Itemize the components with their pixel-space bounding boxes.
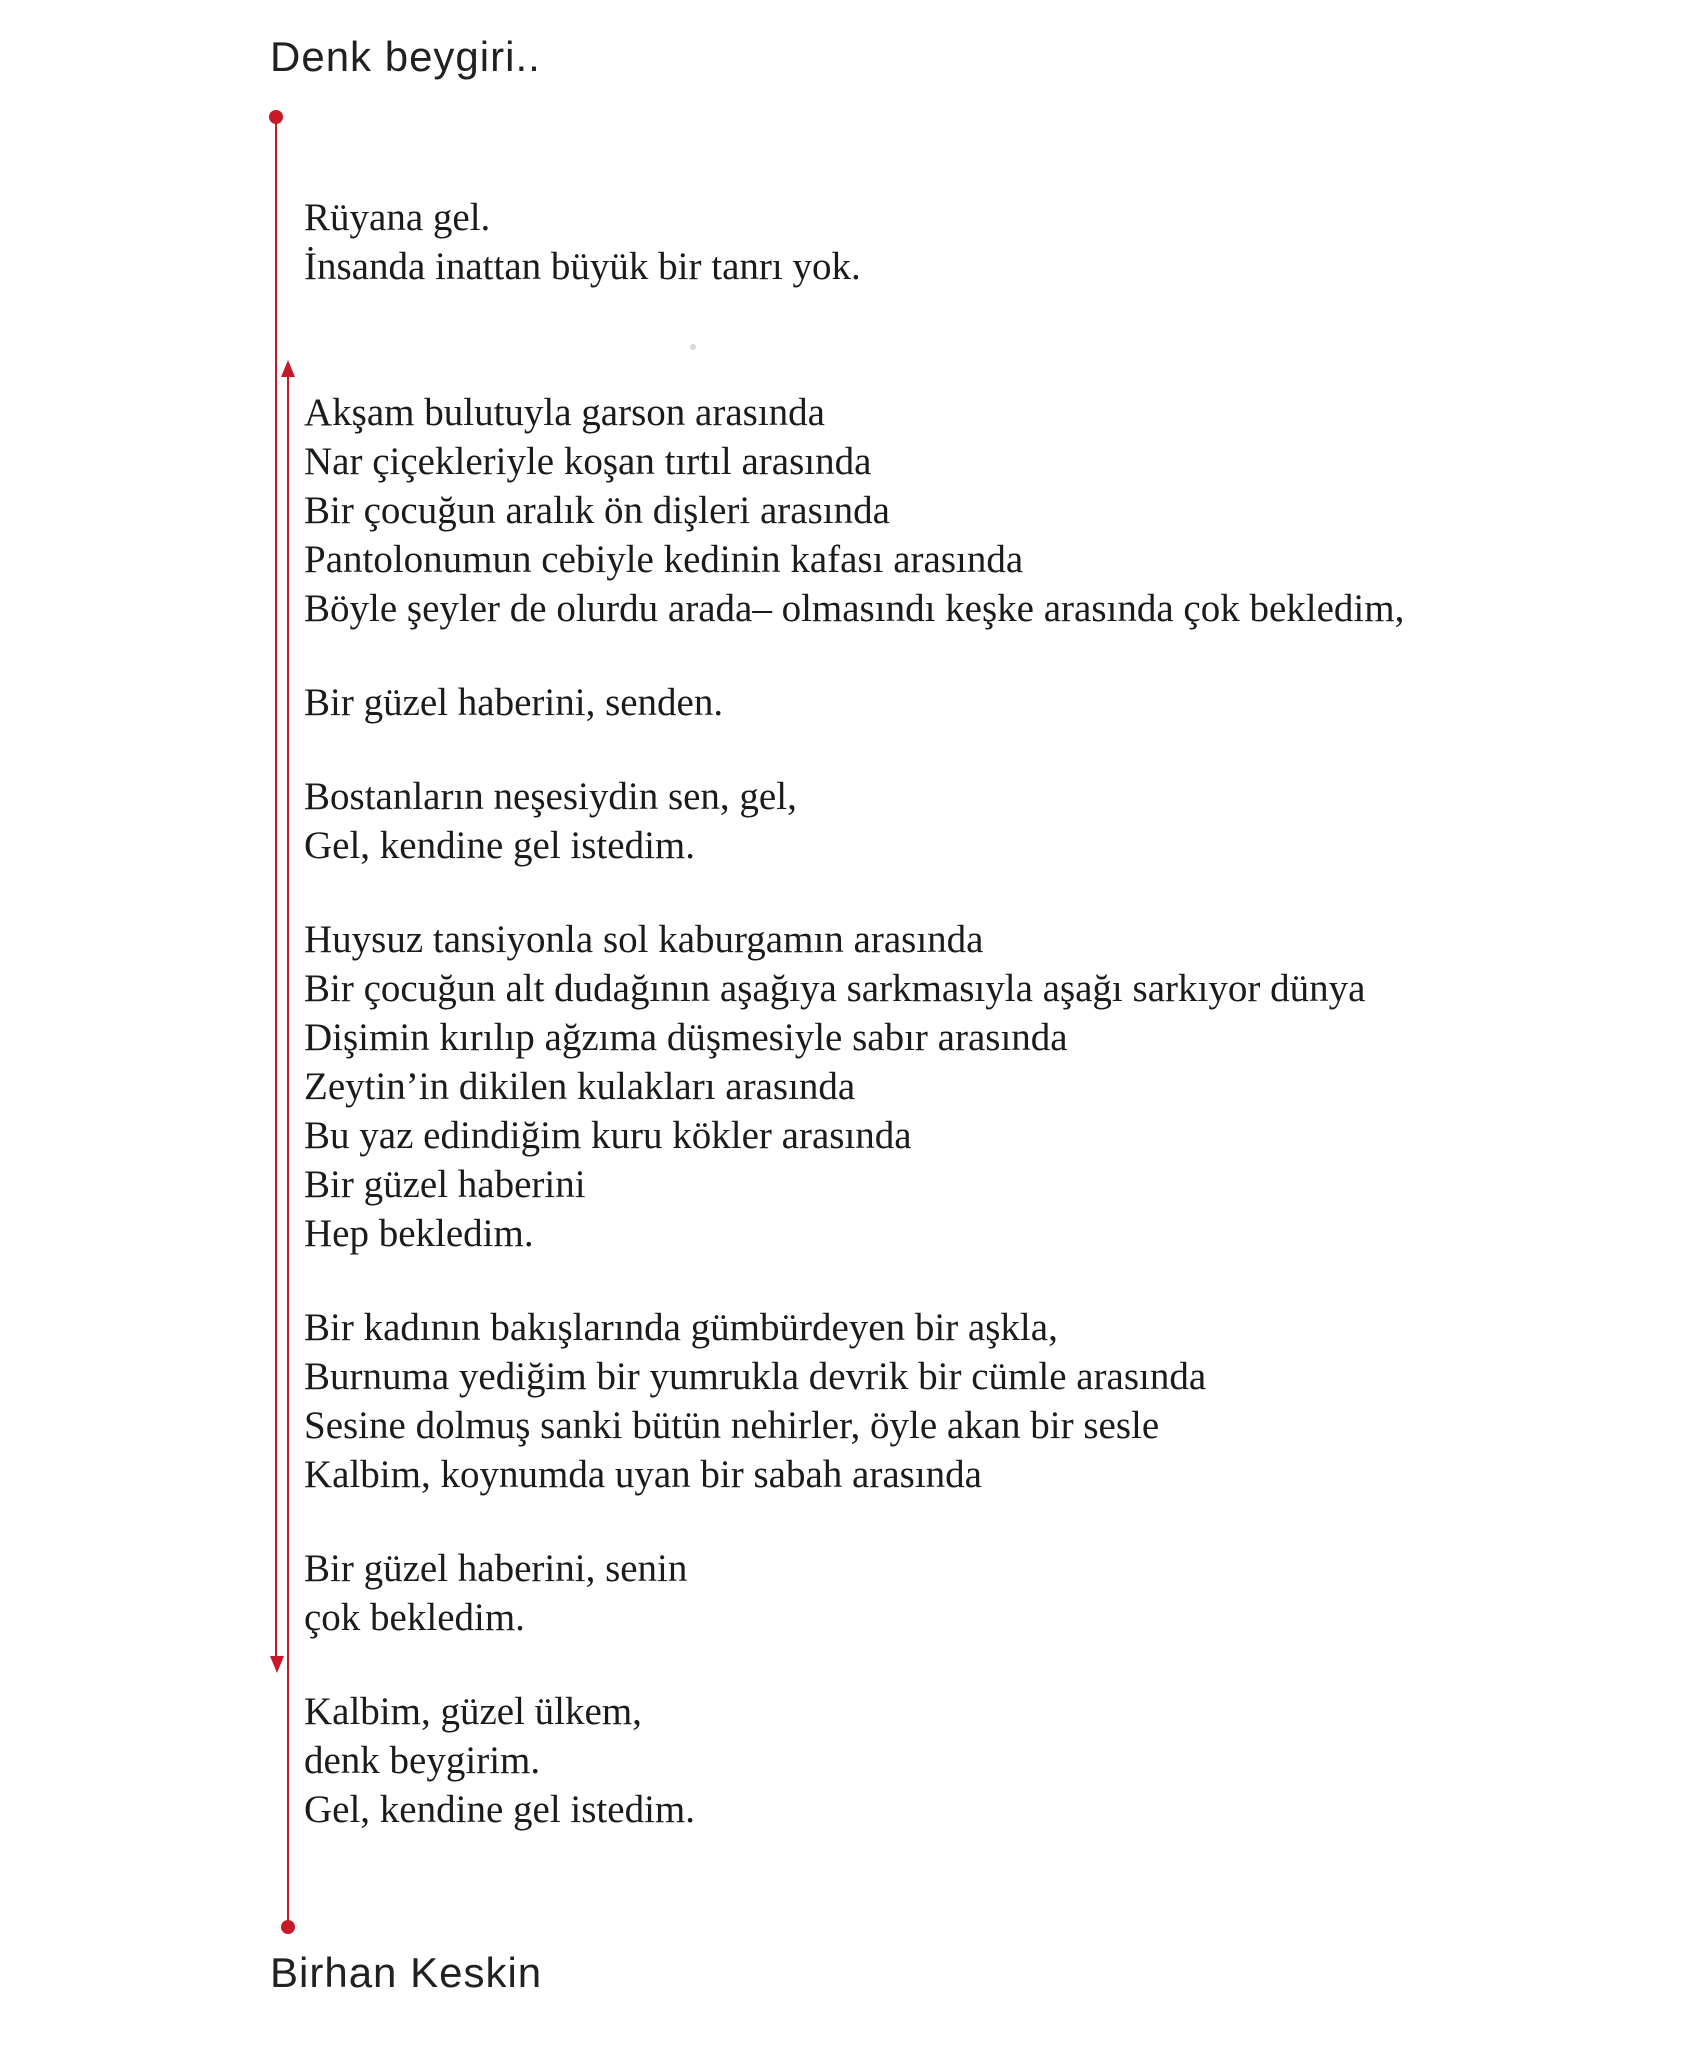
poem-line: Akşam bulutuyla garson arasında	[304, 391, 825, 434]
poem-line: İnsanda inattan büyük bir tanrı yok.	[304, 245, 861, 288]
poem-line: Rüyana gel.	[304, 196, 491, 239]
poem-body	[304, 193, 1404, 1834]
poem-line: Böyle şeyler de olurdu arada– olmasındı keşke arasında çok bekledim,	[304, 587, 1405, 630]
stanza	[304, 1687, 1404, 1834]
poem-line: Bir çocuğun aralık ön dişleri arasında	[304, 489, 890, 532]
stanza	[304, 193, 1404, 291]
author-name: Birhan Keskin	[270, 1949, 543, 1996]
poem-line: Bu yaz edindiğim kuru kökler arasında	[304, 1114, 912, 1157]
poem-line: Pantolonumun cebiyle kedinin kafası arasında	[304, 538, 1024, 581]
poem-line: çok bekledim.	[304, 1596, 525, 1639]
stanza	[304, 1303, 1404, 1499]
poem-line: Nar çiçekleriyle koşan tırtıl arasında	[304, 440, 872, 483]
poem-line: Gel, kendine gel istedim.	[304, 824, 695, 867]
stanza	[304, 772, 1404, 870]
poem-line: Hep bekledim.	[304, 1212, 534, 1255]
poem-line: Burnuma yediğim bir yumrukla devrik bir cümle arasında	[304, 1355, 1207, 1398]
poem-line: Kalbim, güzel ülkem,	[304, 1690, 642, 1733]
stanza	[304, 678, 1404, 727]
poem-line: Bir güzel haberini	[304, 1163, 586, 1206]
stanza	[304, 915, 1404, 1258]
stanza	[304, 388, 1404, 633]
poem-line: denk beygirim.	[304, 1739, 541, 1782]
poem-line: Kalbim, koynumda uyan bir sabah arasında	[304, 1453, 982, 1496]
poem-line: Huysuz tansiyonla sol kaburgamın arasında	[304, 918, 984, 961]
arrow-down-icon	[270, 1656, 284, 1673]
poem-line: Bir güzel haberini, senden.	[304, 681, 724, 724]
poem-line: Bostanların neşesiydin sen, gel,	[304, 775, 797, 818]
poem-line: Sesine dolmuş sanki bütün nehirler, öyle akan bir sesle	[304, 1404, 1160, 1447]
poem-line: Gel, kendine gel istedim.	[304, 1788, 695, 1831]
stanza	[304, 1544, 1404, 1642]
poem-line: Bir güzel haberini, senin	[304, 1547, 688, 1590]
poem-line: Zeytin’in dikilen kulakları arasında	[304, 1065, 856, 1108]
red-rule-end-dot	[281, 1920, 295, 1934]
red-rule-up-line	[287, 374, 289, 1927]
red-rule-down-line	[275, 117, 277, 1658]
poem-line: Bir kadının bakışlarında gümbürdeyen bir aşkla,	[304, 1306, 1058, 1349]
poem-line: Dişimin kırılıp ağzıma düşmesiyle sabır arasında	[304, 1016, 1068, 1059]
poem-line: Bir çocuğun alt dudağının aşağıya sarkmasıyla aşağı sarkıyor dünya	[304, 967, 1366, 1010]
page-title: Denk beygiri..	[270, 33, 541, 80]
